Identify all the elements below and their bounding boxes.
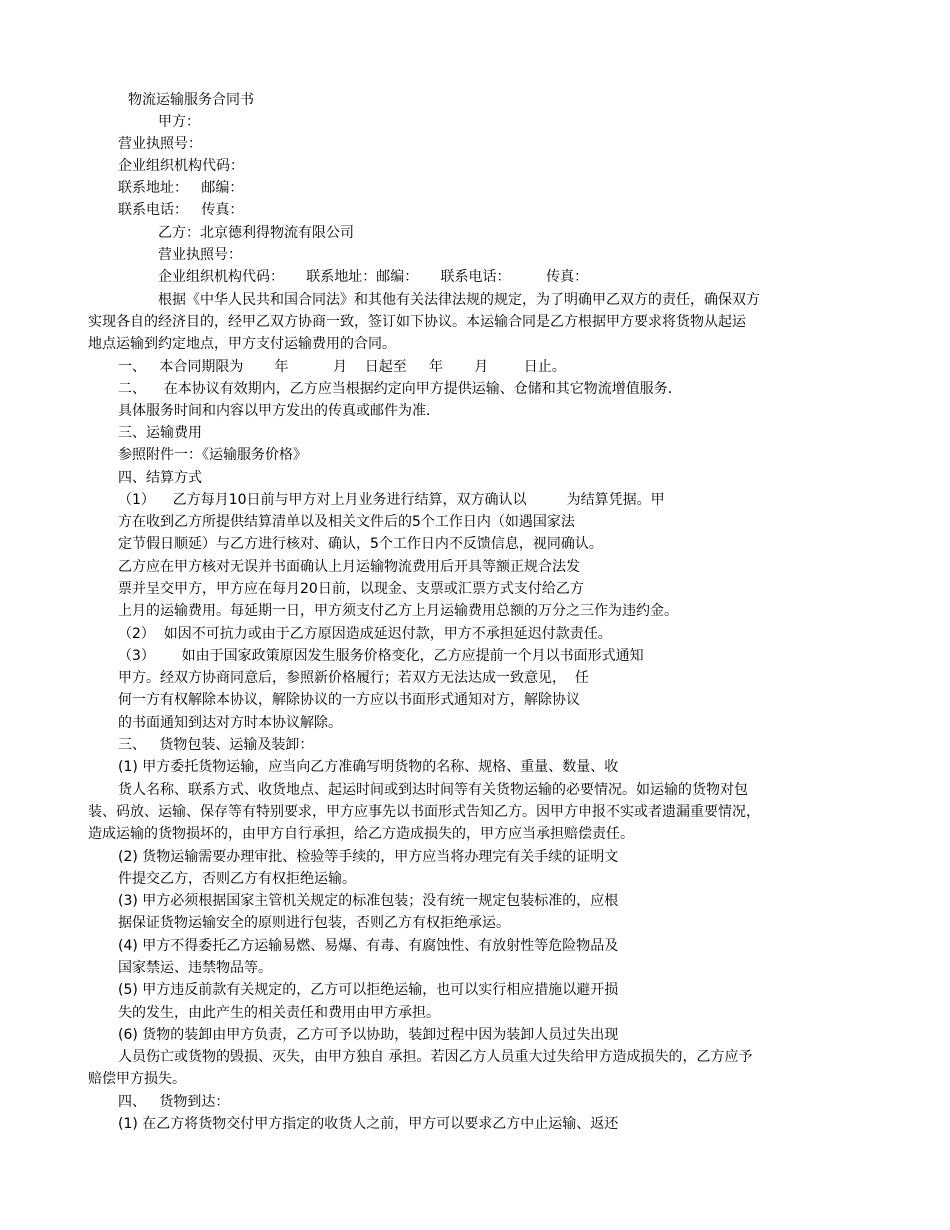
clause-services: 二、 在本协议有效期内，乙方应当根据约定向甲方提供运输、仓储和其它物流增值服务． xyxy=(118,381,682,397)
clause-line: 票并呈交甲方，甲方应在每月20日前，以现金、支票或汇票方式支付给乙方 xyxy=(118,581,584,597)
party-b-license-field: 营业执照号： xyxy=(158,247,242,263)
party-a-label: 甲方： xyxy=(158,114,200,130)
preamble-line: 地点运输到约定地点，甲方支付运输费用的合同。 xyxy=(88,336,396,352)
clause-line: 造成运输的货物损坏的，由甲方自行承担，给乙方造成损失的，甲方应当承担赔偿责任。 xyxy=(88,826,634,842)
clause-line: 国家禁运、违禁物品等。 xyxy=(118,960,272,976)
clause-line: 甲方。经双方协商同意后，参照新价格履行；若双方无法达成一致意见， 任 xyxy=(118,670,589,686)
clause-line: 何一方有权解除本协议，解除协议的一方应以书面形式通知对方，解除协议 xyxy=(118,692,580,708)
clause-line: (1) 甲方委托货物运输，应当向乙方准确写明货物的名称、规格、重量、数量、收 xyxy=(118,759,619,775)
clause-line: 装、码放、运输、保存等有特别要求，甲方应事先以书面形式告知乙方。因甲方申报不实或者遗漏重要情况， xyxy=(88,804,760,820)
clause-line: 赔偿甲方损失。 xyxy=(88,1071,186,1087)
party-a-address-field: 联系地址： 邮编： xyxy=(118,180,244,196)
section-heading: 四、结算方式 xyxy=(118,470,202,486)
clause-line: (3) 甲方必须根据国家主管机关规定的标准包装；没有统一规定包装标准的，应根 xyxy=(118,893,619,909)
preamble-line: 实现各自的经济目的，经甲乙双方协商一致，签订如下协议。本运输合同是乙方根据甲方要求将货物从起运 xyxy=(88,314,746,330)
party-b-name: 乙方：北京德利得物流有限公司 xyxy=(158,225,354,241)
clause-line: （2） 如因不可抗力或由于乙方原因造成延迟付款，甲方不承担延迟付款责任。 xyxy=(118,626,612,642)
section-heading: 三、 货物包装、运输及装卸： xyxy=(118,737,314,753)
clause-line: (2) 货物运输需要办理审批、检验等手续的，甲方应当将办理完有关手续的证明文 xyxy=(118,849,619,865)
clause-line: 件提交乙方，否则乙方有权拒绝运输。 xyxy=(118,871,356,887)
clause-line: （3） 如由于国家政策原因发生服务价格变化，乙方应提前一个月以书面形式通知 xyxy=(118,648,644,664)
clause-line: (5) 甲方违反前款有关规定的，乙方可以拒绝运输，也可以实行相应措施以避开损 xyxy=(118,982,619,998)
clause-line: 乙方应在甲方核对无误并书面确认上月运输物流费用后开具等额正规合法发 xyxy=(118,559,580,575)
clause-line: （1） 乙方每月10日前与甲方对上月业务进行结算，双方确认以 为结算凭据。甲 xyxy=(118,492,665,508)
clause-services: 具体服务时间和内容以甲方发出的传真或邮件为准． xyxy=(118,403,440,419)
party-a-org-code-field: 企业组织机构代码： xyxy=(118,158,244,174)
clause-line: 的书面通知到达对方时本协议解除。 xyxy=(118,715,342,731)
clause-line: 方在收到乙方所提供结算清单以及相关文件后的5个工作日内（如遇国家法 xyxy=(118,514,575,530)
clause-term: 一、 本合同期限为 年 月 日起至 年 月 日止。 xyxy=(118,359,566,375)
clause-line: 据保证货物运输安全的原则进行包装，否则乙方有权拒绝承运。 xyxy=(118,915,510,931)
clause-line: (1) 在乙方将货物交付甲方指定的收货人之前，甲方可以要求乙方中止运输、返还 xyxy=(118,1116,619,1132)
section-heading: 三、运输费用 xyxy=(118,425,202,441)
document-title: 物流运输服务合同书 xyxy=(128,92,254,108)
clause-line: 人员伤亡或货物的毁损、灭失，由甲方独自 承担。若因乙方人员重大过失给甲方造成损失的，乙方应予 xyxy=(118,1049,753,1065)
section-heading: 四、 货物到达： xyxy=(118,1094,230,1110)
clause-line: (4) 甲方不得委托乙方运输易燃、易爆、有毒、有腐蚀性、有放射性等危险物品及 xyxy=(118,938,619,954)
clause-line: 货人名称、联系方式、收货地点、起运时间或到达时间等有关货物运输的必要情况。如运输的货物对包 xyxy=(118,782,748,798)
party-a-phone-field: 联系电话： 传真： xyxy=(118,202,244,218)
clause-line: 定节假日顺延）与乙方进行核对、确认，5个工作日内不反馈信息，视同确认。 xyxy=(118,536,603,552)
clause-line: 失的发生，由此产生的相关责任和费用由甲方承担。 xyxy=(118,1005,440,1021)
clause-line: 参照附件一：《运输服务价格》 xyxy=(118,447,307,463)
clause-line: (6) 货物的装卸由甲方负责，乙方可予以协助，装卸过程中因为装卸人员过失出现 xyxy=(118,1027,619,1043)
clause-line: 上月的运输费用。每延期一日，甲方须支付乙方上月运输费用总额的万分之三作为违约金。 xyxy=(118,603,678,619)
party-a-license-field: 营业执照号： xyxy=(118,136,202,152)
preamble-line: 根据《中华人民共和国合同法》和其他有关法律法规的规定，为了明确甲乙双方的责任，确保双方 xyxy=(158,292,760,308)
party-b-contact-fields: 企业组织机构代码： 联系地址：邮编： 联系电话： 传真： xyxy=(158,269,589,285)
